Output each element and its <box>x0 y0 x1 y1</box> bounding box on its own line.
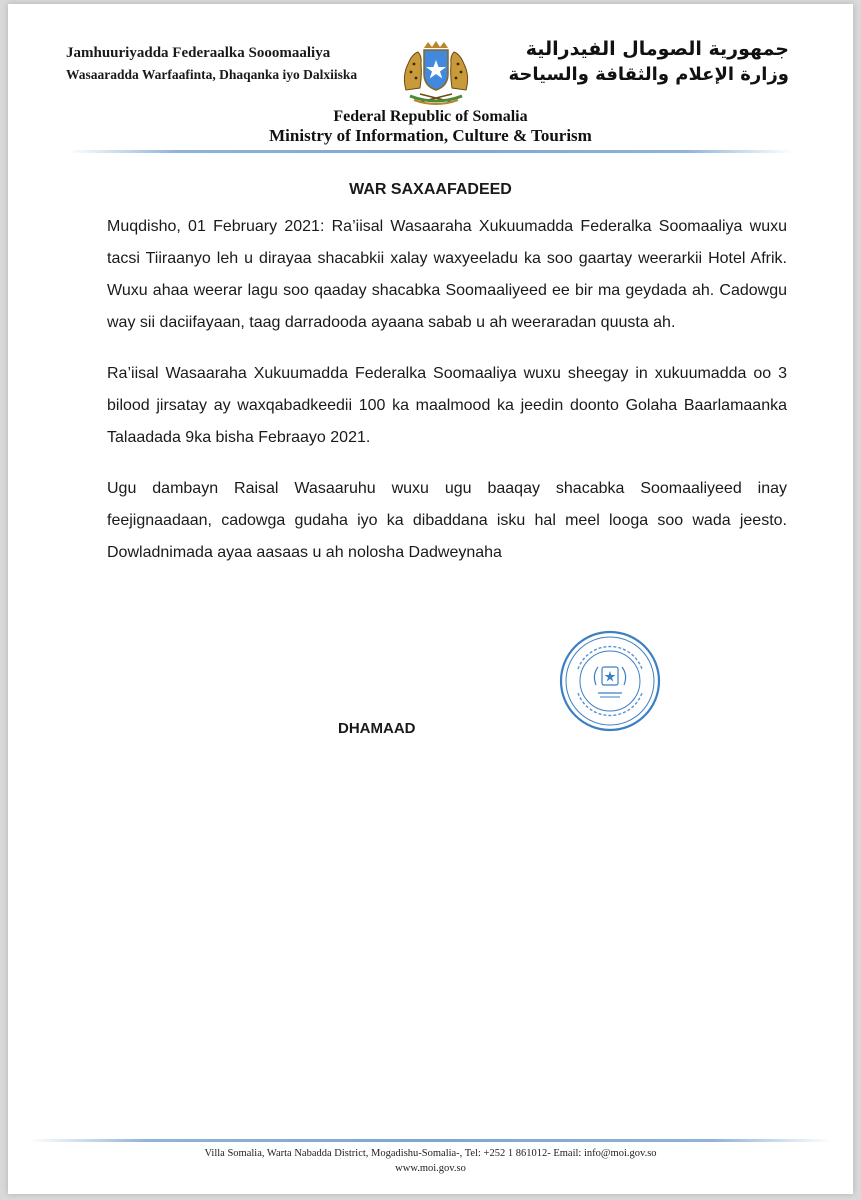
paragraph-2: Ra’iisal Wasaaraha Xukuumadda Federalka Soomaaliya wuxu sheegay in xukuumadda oo 3 bilood jirsatay ay waxqabadkeedii 100 ka maalmood ka jeedin doonto Golaha Baarlamaanka Talaadada 9ka bisha Febraayo 2021. <box>107 365 787 446</box>
document-body <box>107 211 787 588</box>
english-header-line1: Federal Republic of Somalia <box>333 108 528 125</box>
english-header-line2: Ministry of Information, Culture & Tourism <box>269 126 592 145</box>
document-title: WAR SAXAAFADEED <box>349 181 512 198</box>
somalia-coat-of-arms-icon <box>390 40 482 108</box>
paragraph-1: Muqdisho, 01 February 2021: Ra’iisal Wasaaraha Xukuumadda Federalka Soomaaliya wuxu tacsi Tiiraanyo leh u dirayaa shacabkii xalay waxyeeladu ka soo gaartay weerarkii Hotel Afrik. Wuxu ahaa weerar lagu soo qaaday shacabka Soomaaliyeed ee bir ma geydada ah. Cadowgu way sii daciifayaan, taag darradooda ayaana sabab u ah weeraradan quusta ah. <box>107 218 787 331</box>
english-header <box>8 108 853 146</box>
arabic-header-line1: جمهورية الصومال الفيدرالية <box>525 38 789 60</box>
somali-header-line2: Wasaaradda Warfaafinta, Dhaqanka iyo Dalxiiska <box>66 67 358 82</box>
closing-text: DHAMAAD <box>338 720 416 737</box>
arabic-header <box>489 36 789 88</box>
footer-divider <box>28 1139 833 1142</box>
somali-header-line1: Jamhuuriyadda Federaalka Sooomaaliya <box>66 45 331 61</box>
letterhead-page <box>8 4 853 1194</box>
header-divider <box>68 150 793 153</box>
footer-address: Villa Somalia, Warta Nabadda District, Mogadishu-Somalia-, Tel: +252 1 861012- Email: info@moi.gov.so <box>204 1148 657 1159</box>
arabic-header-line2: وزارة الإعلام والثقافة والسياحة <box>508 64 789 85</box>
footer <box>8 1146 853 1176</box>
paragraph-3: Ugu dambayn Raisal Wasaaruhu wuxu ugu baaqay shacabka Soomaaliyeed inay feejignaadaan, cadowga gudaha iyo ka dibaddana isku hal meel looga soo wada jeesto. Dowladnimada ayaa aasaas u ah nolosha Dadweynaha <box>107 480 787 561</box>
ministry-seal-stamp-icon <box>558 629 662 733</box>
footer-website: www.moi.gov.so <box>395 1163 466 1174</box>
somali-header <box>66 42 366 86</box>
